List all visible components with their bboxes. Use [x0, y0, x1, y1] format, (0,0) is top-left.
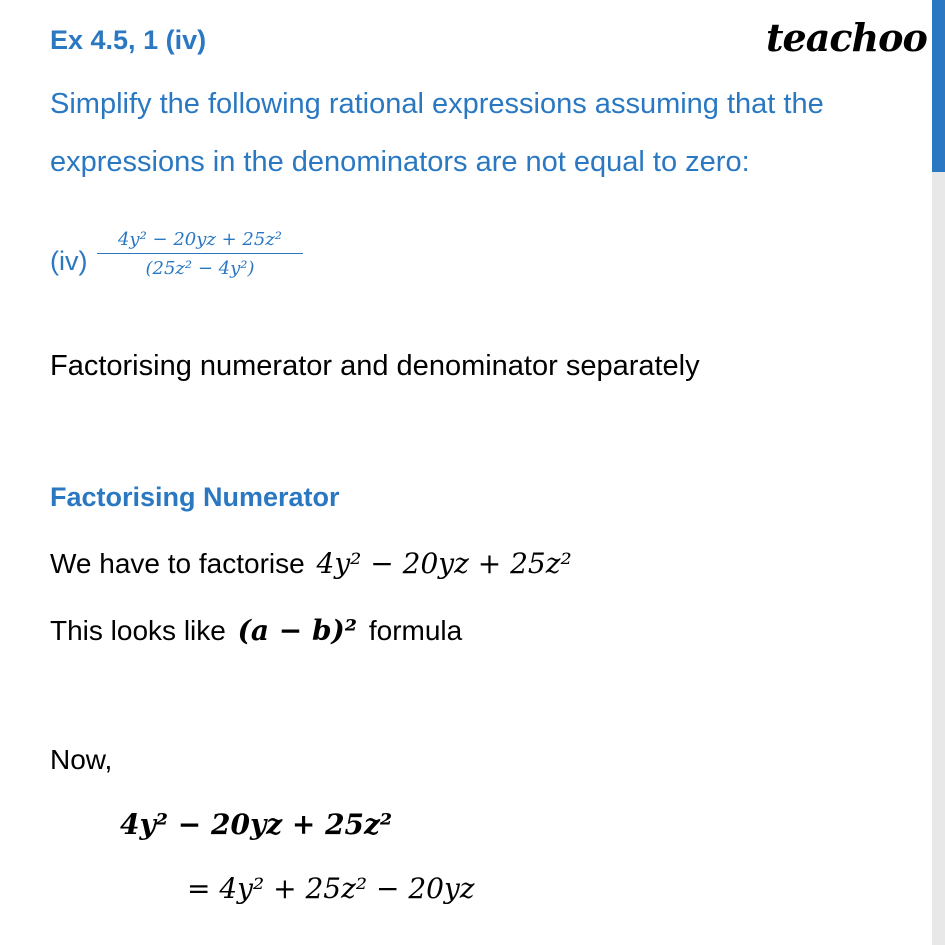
- we-have-expression: 4y² − 20yz + 25z²: [316, 547, 572, 580]
- question-fraction: [97, 229, 303, 279]
- looks-like-line: [50, 614, 462, 647]
- solution-intro: Factorising numerator and denominator separately: [50, 350, 700, 382]
- fraction-denominator: (25z² − 4y²): [145, 258, 255, 279]
- question-line-1: Simplify the following rational expressions assuming that the: [50, 88, 824, 120]
- identity-expression: (a − b)²: [237, 614, 358, 647]
- fraction-numerator: 4y² − 20yz + 25z²: [97, 229, 303, 254]
- looks-like-text: This looks like: [50, 615, 226, 646]
- now-label: Now,: [50, 744, 113, 775]
- step-expression-2: = 4y² + 25z² − 20yz: [187, 872, 475, 905]
- we-have-line: [50, 547, 572, 580]
- step-expression-1: 4y² − 20yz + 25z²: [120, 808, 393, 841]
- we-have-text: We have to factorise: [50, 548, 305, 579]
- teachoo-logo[interactable]: teachoo: [766, 15, 927, 60]
- question-line-2: expressions in the denominators are not equal to zero:: [50, 146, 750, 178]
- scrollbar-thumb[interactable]: [932, 0, 945, 172]
- exercise-heading: Ex 4.5, 1 (iv): [50, 25, 207, 55]
- numerator-heading: Factorising Numerator: [50, 482, 340, 512]
- looks-like-suffix: formula: [368, 615, 463, 646]
- part-label: (iv): [50, 246, 88, 276]
